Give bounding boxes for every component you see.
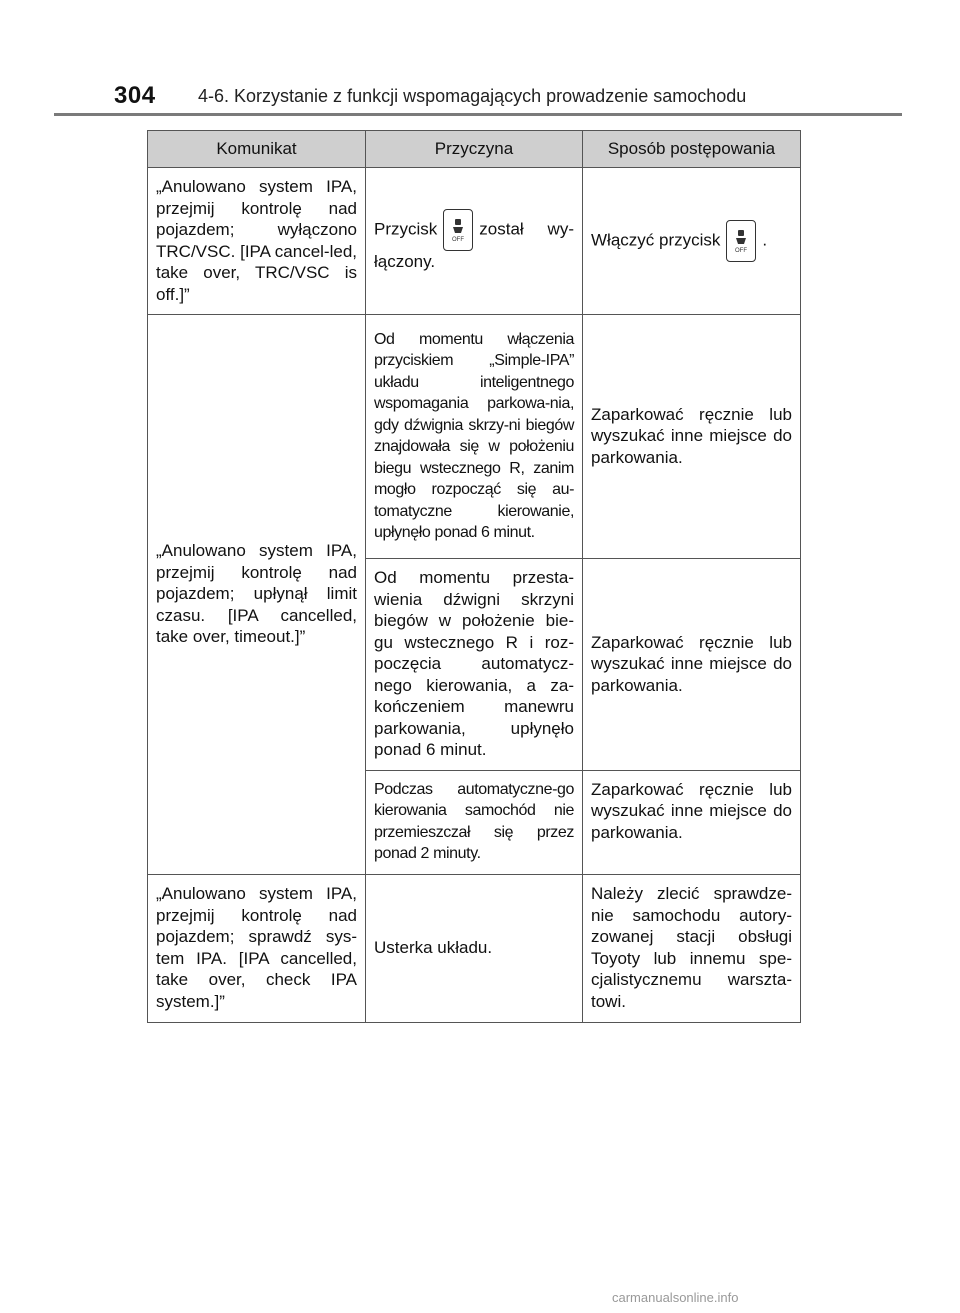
column-header-message: Komunikat <box>148 131 366 168</box>
message-cell <box>148 315 366 875</box>
watermark: carmanualsonline.info <box>612 1290 739 1305</box>
action-cell <box>583 770 801 874</box>
action-cell <box>583 559 801 771</box>
svg-text:OFF: OFF <box>452 236 465 243</box>
action-text: Zaparkować ręcznie lub wyszukać inne miejsce do parkowania. <box>591 779 792 842</box>
cause-cell <box>366 770 583 874</box>
cause-cell <box>366 168 583 315</box>
message-text: „Anulowano system IPA, przejmij kontrolę nad pojazdem; sprawdź sys-tem IPA. [IPA cancelled, take over, check IPA system.]” <box>156 884 357 1011</box>
svg-text:OFF: OFF <box>735 247 748 254</box>
table-row <box>148 315 801 559</box>
header-divider <box>54 113 902 116</box>
table-header-row <box>148 131 801 168</box>
cause-text-before: Przycisk <box>374 219 438 239</box>
cause-cell <box>366 315 583 559</box>
message-cell <box>148 168 366 315</box>
message-text: „Anulowano system IPA, przejmij kontrolę nad pojazdem; wyłączono TRC/VSC. [IPA cancel-led, take over, TRC/VSC is off.]” <box>156 177 357 304</box>
page-number: 304 <box>114 82 156 109</box>
table-row <box>148 168 801 315</box>
table-row <box>148 874 801 1022</box>
cause-text: Usterka układu. <box>374 937 493 957</box>
action-text: Zaparkować ręcznie lub wyszukać inne miejsce do parkowania. <box>591 404 792 467</box>
column-header-action: Sposób postępowania <box>583 131 801 168</box>
column-header-cause: Przyczyna <box>366 131 583 168</box>
section-title: 4-6. Korzystanie z funkcji wspomagających prowadzenie samochodu <box>198 86 747 106</box>
page-header <box>0 0 960 120</box>
action-cell <box>583 168 801 315</box>
cause-text: Od momentu przesta-wienia dźwigni skrzyni biegów w położenie bie-gu wstecznego R i roz-poczęcia automatycz-nego kierowania, a za-kończeniem manewru parkowania, upłynęło ponad 6 minut. <box>374 568 574 759</box>
action-text: Zaparkować ręcznie lub wyszukać inne miejsce do parkowania. <box>591 632 792 695</box>
trc-off-button-icon <box>726 220 756 262</box>
message-cell <box>148 874 366 1022</box>
messages-table <box>147 130 801 1023</box>
cause-text: Od momentu włączenia przyciskiem „Simple-IPA” układu inteligentnego wspomagania parkowa-nia, gdy dźwignia skrzy-ni biegów znajdowała się w położeniu biegu wstecznego R, zanim mogło rozpocząć się au-tomatyczne kierowanie, upłynęło ponad 6 minut. <box>374 330 574 541</box>
action-text-before: Włączyć przycisk <box>591 229 721 249</box>
message-text: „Anulowano system IPA, przejmij kontrolę nad pojazdem; upłynął limit czasu. [IPA cancelled, take over, timeout.]” <box>156 541 357 646</box>
trc-off-button-icon <box>443 209 473 251</box>
cause-text-after: został wy-łączony. <box>374 219 574 271</box>
cause-cell <box>366 874 583 1022</box>
cause-text: Podczas automatyczne-go kierowania samochód nie przemieszczał się przez ponad 2 minuty. <box>374 780 574 862</box>
action-cell <box>583 874 801 1022</box>
action-text: Należy zlecić sprawdze-nie samochodu autory-zowanej stacji obsługi Toyoty lub innemu spe-cjalistycznemu warszta-towi. <box>591 884 792 1011</box>
action-text-after: . <box>762 229 768 249</box>
cause-cell <box>366 559 583 771</box>
action-cell <box>583 315 801 559</box>
